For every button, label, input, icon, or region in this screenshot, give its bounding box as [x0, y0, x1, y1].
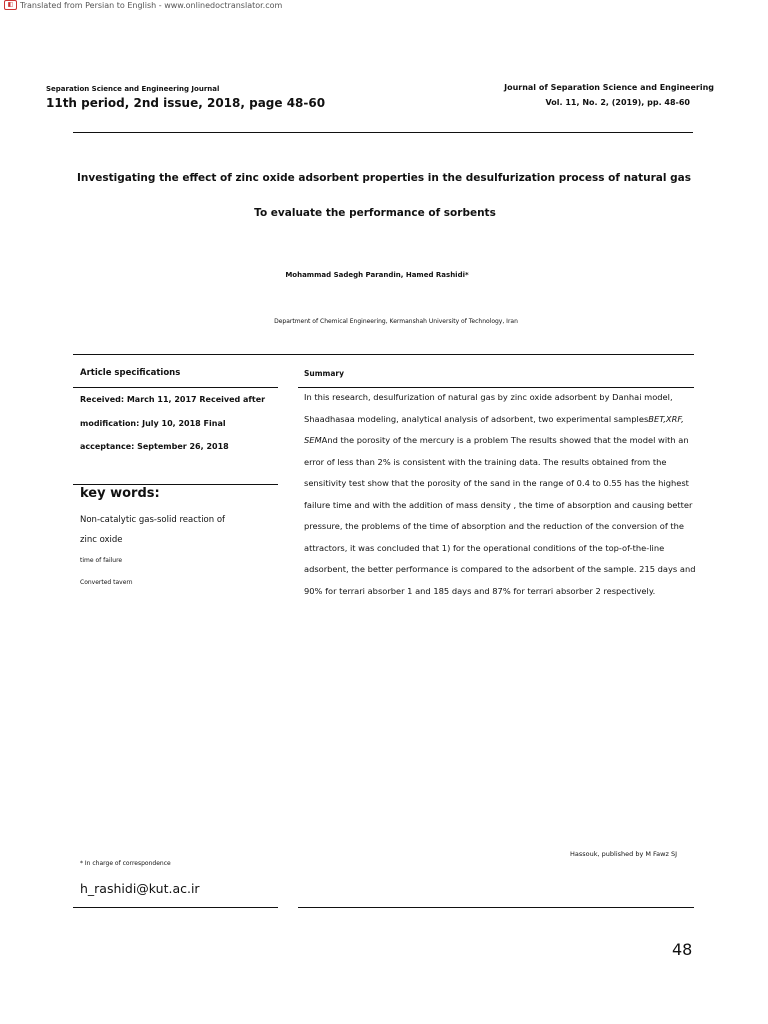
article-dates: Received: March 11, 2017 Received after modification: July 10, 2018 Final acceptance: September 26, 2018	[80, 395, 266, 451]
header-right-journal: Journal of Separation Science and Engineering	[504, 83, 714, 92]
summary-italic: BET,XRF, SEM	[304, 413, 684, 445]
article-authors: Mohammad Sadegh Parandin, Hamed Rashidi*	[285, 271, 469, 279]
specs-heading: Article specifications	[80, 368, 181, 378]
header-left-issue: 11th period, 2nd issue, 2018, page 48-60	[46, 96, 326, 110]
correspondence-note: * In charge of correspondence	[80, 860, 171, 867]
keywords-list	[80, 510, 270, 594]
keywords-heading: key words:	[80, 486, 160, 501]
header-right-issue: Vol. 11, No. 2, (2019), pp. 48-60	[545, 98, 690, 107]
publisher-note: Hassouk, published by M Fawz SJ	[570, 850, 677, 858]
summary-heading: Summary	[304, 369, 345, 378]
section-top-divider	[73, 354, 694, 355]
footer-right-divider	[298, 907, 694, 908]
article-title: Investigating the effect of zinc oxide adsorbent properties in the desulfurization process of natural gas	[77, 172, 691, 184]
correspondence-email: h_rashidi@kut.ac.ir	[80, 881, 200, 896]
page-number: 48	[672, 940, 693, 959]
translator-logo-icon: ◧	[4, 0, 17, 10]
footer-left-divider	[73, 907, 278, 908]
article-affiliation: Department of Chemical Engineering, Kermanshah University of Technology, Iran	[274, 318, 518, 325]
header-divider	[73, 132, 693, 133]
keyword-item: Non-catalytic gas-solid reaction of	[80, 515, 226, 525]
keyword-item: Converted tavern	[80, 579, 133, 586]
summary-text	[304, 387, 696, 602]
keywords-divider	[73, 484, 278, 485]
header-left-journal: Separation Science and Engineering Journal	[46, 85, 220, 93]
keyword-item: time of failure	[80, 557, 123, 564]
banner-text: Translated from Persian to English - www.onlinedoctranslator.com	[20, 0, 283, 10]
translation-banner	[4, 0, 282, 10]
summary-part-1: In this research, desulfurization of natural gas by zinc oxide adsorbent by Danhai model, Shaadhasaa modeling, analytical analysis of adsorbent, two experimental samples	[304, 392, 673, 424]
summary-part-2: And the porosity of the mercury is a problem The results showed that the model with an error of less than 2% is consistent with the training data. The results obtained from the sensitivity test show that the porosity of the sand in the range of 0.4 to 0.55 has the highest failure time and with the addition of mass density , the time of absorption and causing better pressure, the problems of the time of absorption and the reduction of the conversion of the attractors, it was concluded that 1) for the operational conditions of the top-of-the-line adsorbent, the better performance is compared to the adsorbent of the sample. 215 days and 90% for terrari absorber 1 and 185 days and 87% for terrari absorber 2 respectively.	[304, 435, 696, 596]
keyword-item: zinc oxide	[80, 535, 123, 545]
article-subtitle: To evaluate the performance of sorbents	[254, 207, 496, 219]
